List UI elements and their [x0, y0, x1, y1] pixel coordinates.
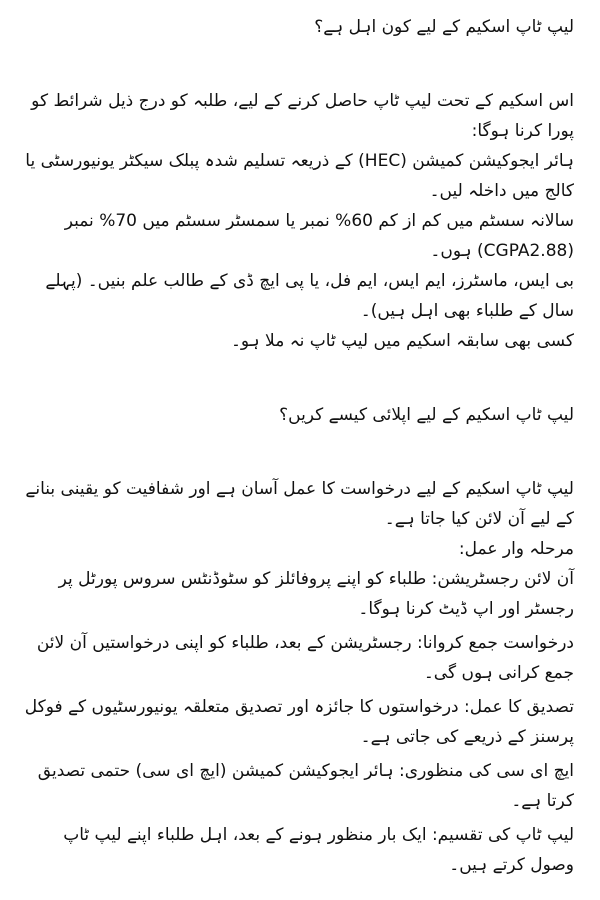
spacer [22, 42, 574, 86]
apply-intro: لیپ ٹاپ اسکیم کے لیے درخواست کا عمل آسان ہے اور شفافیت کو یقینی بنانے کے لیے آن لائن کیا جاتا ہے۔ [25, 479, 574, 529]
process-steps-list [22, 564, 574, 880]
criteria-item: بی ایس، ماسٹرز، ایم ایس، ایم فل، یا پی ایچ ڈی کے طالب علم بنیں۔ (پہلے سال کے طلباء بھی اہل ہیں)۔ [45, 271, 574, 321]
process-step: ایچ ای سی کی منظوری: ہائر ایجوکیشن کمیشن (ایچ ای سی) حتمی تصدیق کرتا ہے۔ [37, 761, 574, 811]
process-step: تصدیق کا عمل: درخواستوں کا جائزہ اور تصدیق متعلقہ یونیورسٹیوں کے فوکل پرسنز کے ذریعے کی جاتی ہے۔ [24, 697, 574, 747]
criteria-item: سالانہ سسٹم میں کم از کم 60% نمبر یا سمسٹر سسٹم میں 70% نمبر (CGPA2.88) ہوں۔ [64, 211, 574, 261]
process-step: آن لائن رجسٹریشن: طلباء کو اپنے پروفائلز کو سٹوڈنٹس سروس پورٹل پر رجسٹر اور اپ ڈیٹ کرنا ہوگا۔ [58, 569, 574, 619]
process-step: درخواست جمع کروانا: رجسٹریشن کے بعد، طلباء کو اپنی درخواستیں آن لائن جمع کرانی ہوں گی۔ [36, 633, 574, 683]
criteria-item: کسی بھی سابقہ اسکیم میں لیپ ٹاپ نہ ملا ہو۔ [230, 331, 574, 351]
criteria-item: ہائر ایجوکیشن کمیشن (HEC) کے ذریعہ تسلیم شدہ پبلک سیکٹر یونیورسٹی یا کالج میں داخلہ لیں۔ [25, 151, 574, 201]
spacer [22, 430, 574, 474]
eligibility-heading: لیپ ٹاپ اسکیم کے لیے کون اہل ہے؟ [314, 17, 574, 37]
eligibility-intro: اس اسکیم کے تحت لیپ ٹاپ حاصل کرنے کے لیے، طلبہ کو درج ذیل شرائط کو پورا کرنا ہوگا: [31, 91, 574, 141]
apply-heading: لیپ ٹاپ اسکیم کے لیے اپلائی کیسے کریں؟ [279, 405, 574, 425]
process-step: لیپ ٹاپ کی تقسیم: ایک بار منظور ہونے کے بعد، اہل طلباء اپنے لیپ ٹاپ وصول کرتے ہیں۔ [63, 825, 574, 875]
process-label: مرحلہ وار عمل: [458, 539, 574, 559]
spacer [22, 356, 574, 400]
eligibility-criteria-list [22, 146, 574, 356]
